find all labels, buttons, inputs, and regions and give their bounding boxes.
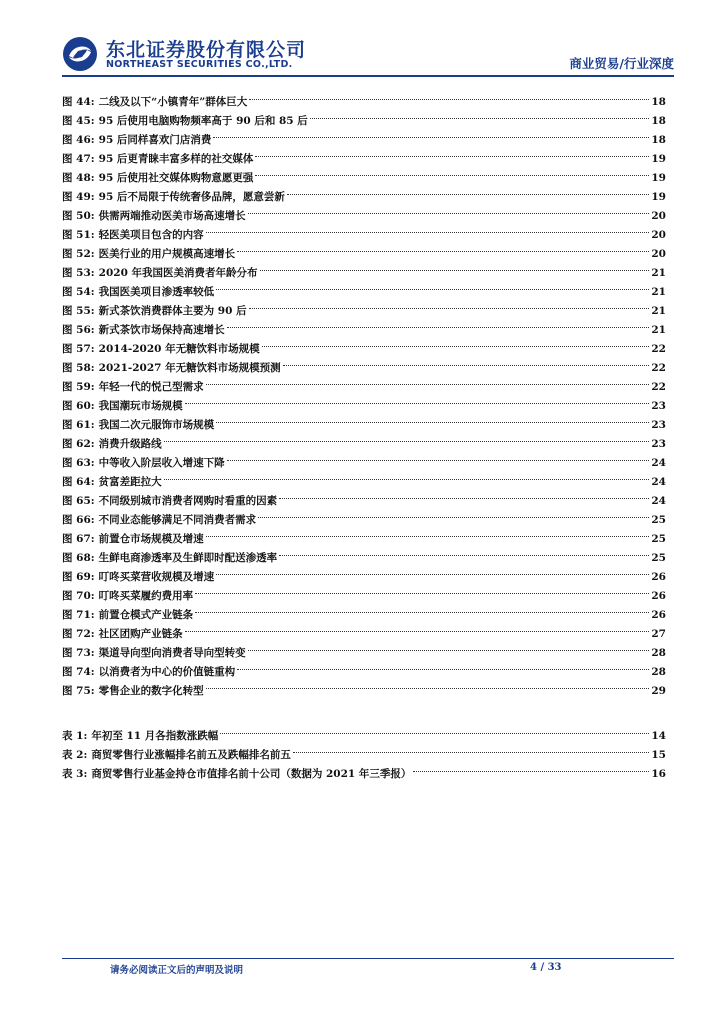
toc-entry-page: 27: [651, 628, 666, 640]
toc-entry-title: 中等收入阶层收入增速下降: [98, 457, 225, 469]
footer-disclaimer: 请务必阅读正文后的声明及说明: [110, 965, 244, 976]
toc-entry-label: 图 46:: [62, 134, 95, 146]
toc-entry-title: 叮咚买菜履约费用率: [98, 590, 194, 602]
toc-entry-title: 前置仓模式产业链条: [98, 609, 194, 621]
toc-entry-title: 商贸零售行业涨幅排名前五及跌幅排名前五: [91, 749, 291, 761]
toc-entry-page: 26: [651, 590, 666, 602]
toc-entry-title: 95 后同样喜欢门店消费: [98, 134, 212, 146]
toc-entry-page: 28: [651, 647, 666, 659]
report-type: 商业贸易/行业深度: [569, 56, 674, 71]
toc-entry-label: 图 50:: [62, 210, 95, 222]
toc-entry-page: 23: [651, 438, 666, 450]
toc-entry-page: 26: [651, 571, 666, 583]
page-number: 4 / 33: [530, 962, 562, 973]
table-of-contents: [62, 85, 666, 780]
toc-entry-page: 15: [651, 749, 666, 761]
toc-entry-title: 我国二次元服饰市场规模: [98, 419, 215, 431]
toc-entry-page: 19: [651, 191, 666, 203]
toc-entry-page: 20: [651, 210, 666, 222]
toc-leader-dots: [164, 422, 650, 442]
northeast-securities-logo-icon: [62, 36, 98, 72]
toc-entry-label: 图 69:: [62, 571, 95, 583]
toc-leader-dots: [206, 517, 650, 537]
toc-entry-label: 图 67:: [62, 533, 95, 545]
toc-entry-title: 2021-2027 年无糖饮料市场规模预测: [98, 362, 281, 374]
toc-entry-title: 年初至 11 月各指数涨跌幅: [91, 730, 219, 742]
toc-entry-title: 医美行业的用户规模高速增长: [98, 248, 236, 260]
toc-entry-label: 图 65:: [62, 495, 95, 507]
toc-entry-label: 图 57:: [62, 343, 95, 355]
toc-leader-dots: [413, 752, 649, 772]
toc-leader-dots: [260, 251, 650, 271]
toc-entry-label: 图 58:: [62, 362, 95, 374]
toc-entry-page: 18: [651, 134, 666, 146]
toc-leader-dots: [227, 308, 650, 328]
toc-leader-dots: [227, 441, 650, 461]
toc-entry-label: 图 45:: [62, 115, 95, 127]
toc-entry-label: 图 68:: [62, 552, 95, 564]
toc-entry-page: 24: [651, 457, 666, 469]
toc-entry-title: 我国潮玩市场规模: [98, 400, 183, 412]
toc-entry-title: 我国医美项目渗透率较低: [98, 286, 215, 298]
toc-leader-dots: [248, 631, 650, 651]
toc-entry-page: 16: [651, 768, 666, 780]
toc-entry-page: 25: [651, 514, 666, 526]
toc-entry-label: 图 60:: [62, 400, 95, 412]
toc-entry-title: 贫富差距拉大: [98, 476, 162, 488]
toc-leader-dots: [206, 669, 650, 689]
toc-entry-title: 零售企业的数字化转型: [98, 685, 204, 697]
toc-entry-page: 26: [651, 609, 666, 621]
toc-entry-page: 23: [651, 400, 666, 412]
toc-entry-label: 图 55:: [62, 305, 95, 317]
toc-entry-label: 表 2:: [62, 749, 88, 761]
toc-leader-dots: [279, 479, 649, 499]
toc-entry-title: 二线及以下“小镇青年”群体巨大: [98, 96, 248, 108]
toc-entry-title: 消费升级路线: [98, 438, 162, 450]
toc-entry-title: 前置仓市场规模及增速: [98, 533, 204, 545]
toc-entry-title: 供需两端推动医美市场高速增长: [98, 210, 246, 222]
toc-leader-dots: [185, 384, 650, 404]
toc-entry-title: 95 后使用电脑购物频率高于 90 后和 85 后: [98, 115, 308, 127]
toc-leader-dots: [195, 574, 649, 594]
toc-entry-label: 图 56:: [62, 324, 95, 336]
toc-entry-page: 22: [651, 381, 666, 393]
toc-entry-title: 95 后更青睐丰富多样的社交媒体: [98, 153, 254, 165]
toc-entry-label: 图 64:: [62, 476, 95, 488]
toc-leader-dots: [249, 80, 649, 100]
toc-entry-page: 23: [651, 419, 666, 431]
toc-entry-page: 18: [651, 115, 666, 127]
toc-entry-title: 95 后不局限于传统奢侈品牌，愿意尝新: [98, 191, 285, 203]
toc-entry-page: 21: [651, 286, 666, 298]
toc-entry-page: 25: [651, 552, 666, 564]
toc-entry-label: 图 49:: [62, 191, 95, 203]
toc-leader-dots: [216, 555, 649, 575]
company-name-cn: 东北证券股份有限公司: [106, 39, 307, 61]
toc-leader-dots: [262, 327, 650, 347]
toc-entry-title: 叮咚买菜营收规模及增速: [98, 571, 215, 583]
toc-entry-label: 图 63:: [62, 457, 95, 469]
toc-leader-dots: [213, 118, 649, 138]
toc-leader-dots: [248, 194, 650, 214]
toc-entry-page: 19: [651, 172, 666, 184]
toc-entry-label: 表 1:: [62, 730, 88, 742]
toc-entry-page: 24: [651, 495, 666, 507]
toc-entry-title: 以消费者为中心的价值链重构: [98, 666, 236, 678]
toc-leader-dots: [279, 536, 649, 556]
toc-entry-title: 2020 年我国医美消费者年龄分布: [98, 267, 258, 279]
toc-entry-page: 20: [651, 229, 666, 241]
toc-entry-label: 图 51:: [62, 229, 95, 241]
toc-entry-label: 表 3:: [62, 768, 88, 780]
toc-leader-dots: [258, 498, 649, 518]
toc-leader-dots: [293, 733, 650, 753]
toc-leader-dots: [195, 593, 649, 613]
toc-leader-dots: [206, 213, 650, 233]
toc-entry-title: 95 后使用社交媒体购物意愿更强: [98, 172, 254, 184]
table-list: [62, 719, 666, 780]
toc-entry-label: 图 59:: [62, 381, 95, 393]
toc-leader-dots: [220, 714, 649, 734]
toc-entry-label: 图 71:: [62, 609, 95, 621]
toc-leader-dots: [255, 156, 649, 176]
toc-leader-dots: [164, 460, 650, 480]
figure-list: [62, 85, 666, 697]
toc-entry-page: 22: [651, 343, 666, 355]
toc-entry-title: 年轻一代的悦己型需求: [98, 381, 204, 393]
toc-leader-dots: [237, 650, 649, 670]
toc-entry-label: 图 53:: [62, 267, 95, 279]
toc-entry-label: 图 74:: [62, 666, 95, 678]
toc-entry-page: 18: [651, 96, 666, 108]
toc-entry-title: 新式茶饮消费群体主要为 90 后: [98, 305, 247, 317]
toc-entry-label: 图 66:: [62, 514, 95, 526]
toc-entry-label: 图 54:: [62, 286, 95, 298]
toc-entry-label: 图 70:: [62, 590, 95, 602]
toc-entry-title: 轻医美项目包含的内容: [98, 229, 204, 241]
toc-entry-title: 新式茶饮市场保持高速增长: [98, 324, 225, 336]
toc-leader-dots: [206, 365, 650, 385]
toc-leader-dots: [283, 346, 650, 366]
toc-entry-label: 图 47:: [62, 153, 95, 165]
toc-entry-label: 图 61:: [62, 419, 95, 431]
toc-entry-page: 21: [651, 267, 666, 279]
toc-entry-page: 22: [651, 362, 666, 374]
toc-leader-dots: [237, 232, 649, 252]
toc-entry-page: 24: [651, 476, 666, 488]
toc-entry-label: 图 44:: [62, 96, 95, 108]
toc-entry-title: 生鲜电商渗透率及生鲜即时配送渗透率: [98, 552, 278, 564]
toc-entry-page: 29: [651, 685, 666, 697]
toc-entry-page: 21: [651, 305, 666, 317]
toc-leader-dots: [310, 99, 650, 119]
toc-leader-dots: [255, 137, 649, 157]
toc-entry-title: 渠道导向型向消费者导向型转变: [98, 647, 246, 659]
toc-entry-page: 20: [651, 248, 666, 260]
toc-entry-page: 28: [651, 666, 666, 678]
toc-entry-label: 图 72:: [62, 628, 95, 640]
footer-divider: [62, 958, 674, 959]
toc-leader-dots: [185, 612, 650, 632]
toc-leader-dots: [216, 270, 649, 290]
header-divider: [62, 75, 674, 77]
toc-entry-page: 21: [651, 324, 666, 336]
company-name-en: NORTHEAST SECURITIES CO.,LTD.: [106, 59, 293, 70]
toc-entry-page: 25: [651, 533, 666, 545]
toc-leader-dots: [287, 175, 649, 195]
toc-entry-label: 图 73:: [62, 647, 95, 659]
page-header: [62, 34, 674, 74]
toc-entry-label: 图 52:: [62, 248, 95, 260]
toc-entry-title: 不同业态能够满足不同消费者需求: [98, 514, 257, 526]
toc-entry-label: 图 62:: [62, 438, 95, 450]
toc-entry-title: 2014-2020 年无糖饮料市场规模: [98, 343, 260, 355]
toc-entry-title: 不同级别城市消费者网购时看重的因素: [98, 495, 278, 507]
toc-entry-label: 图 48:: [62, 172, 95, 184]
toc-entry-label: 图 75:: [62, 685, 95, 697]
toc-leader-dots: [216, 403, 649, 423]
toc-entry-title: 社区团购产业链条: [98, 628, 183, 640]
toc-entry-page: 14: [651, 730, 666, 742]
toc-entry-page: 19: [651, 153, 666, 165]
toc-leader-dots: [249, 289, 650, 309]
toc-entry-title: 商贸零售行业基金持仓市值排名前十公司（数据为 2021 年三季报）: [91, 768, 412, 780]
